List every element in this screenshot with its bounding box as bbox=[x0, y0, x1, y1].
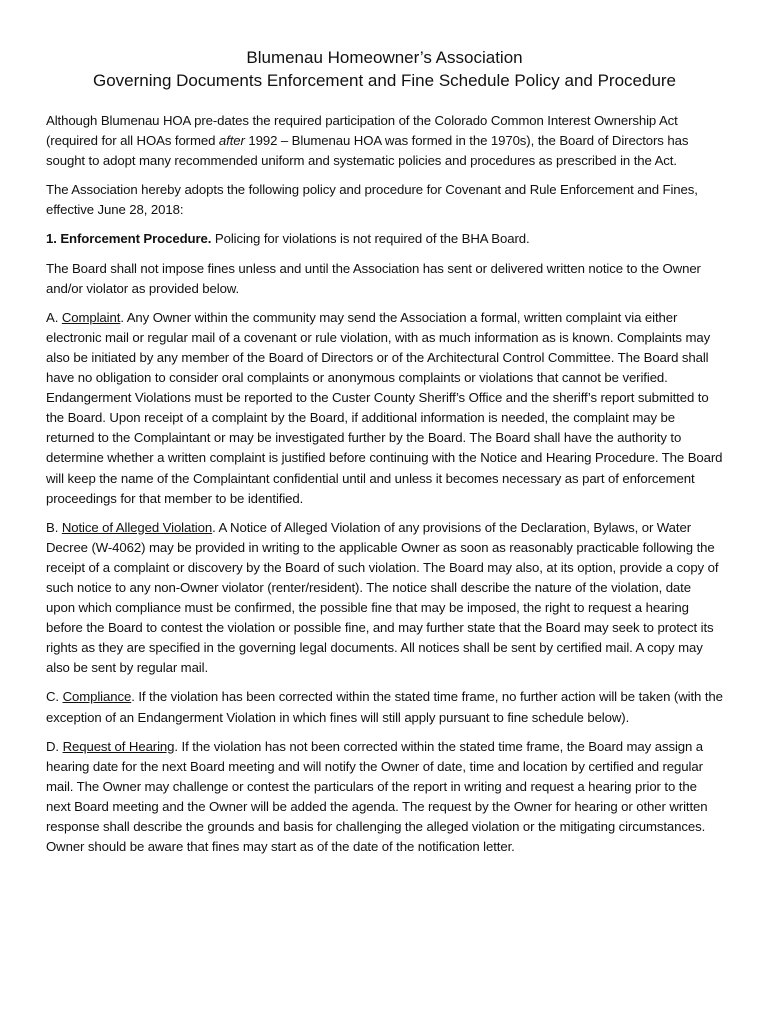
item-a-text: . Any Owner within the community may send the Association a formal, written complaint via either electronic mail or regular mail of a covenant or rule violation, with as much information as is known. Complaints may also be initiated by any member of the Board of Directors or of the Architectural Control Committee. The Board shall have no obligation to consider oral complaints or anonymous complaints or violations that cannot be verified. Endangerment Violations must be reported to the Custer County Sheriff’s Office and the sheriff’s report submitted to the Board. Upon receipt of a complaint by the Board, if additional information is needed, the complaint may be returned to the Complaintant or may be investigated further by the Board. The Board shall have the authority to determine whether a written complaint is justified before continuing with the Notice and Hearing Procedure. The Board will keep the name of the Complaintant confidential until and unless it becomes necessary as part of enforcement proceedings for that member to be identified. bbox=[46, 309, 723, 506]
title-block bbox=[46, 46, 723, 92]
board-notice-paragraph: The Board shall not impose fines unless and until the Association has sent or delivered written notice to the Owner and/or violator as provided below. bbox=[46, 260, 701, 296]
item-d-text: . If the violation has not been corrected within the stated time frame, the Board may assign a hearing date for the next Board meeting and will notify the Owner of date, time and location by certified and regular mail. The Owner may challenge or contest the particulars of the report in writing and request a hearing prior to the next Board meeting and the Owner will be added the agenda. The request by the Owner for hearing or other written response shall describe the grounds and basis for challenging the alleged violation or the mitigating circumstances. Owner should be aware that fines may start as of the date of the notification letter. bbox=[46, 738, 708, 855]
intro-emphasis: after bbox=[218, 133, 245, 149]
intro-text-end: 1992 – Blumenau HOA was formed in the 1970s), the Board of Directors has sought to adopt many recommended uniform and systematic policies and procedures as prescribed in the Act. bbox=[46, 133, 689, 169]
item-a-complaint bbox=[46, 308, 723, 509]
item-d-hearing bbox=[46, 737, 723, 858]
item-b-text: . A Notice of Alleged Violation of any provisions of the Declaration, Bylaws, or Water Decree (W-4062) may be provided in writing to the applicable Owner as soon as reasonably practicable following the receipt of a complaint or discovery by the Board of such violation. The Board may also, at its option, provide a copy of such notice to any non-Owner violator (renter/resident). The notice shall describe the nature of the violation, date upon which compliance must be confirmed, the possible fine that may be imposed, the right to request a hearing before the Board to contest the violation or possible fine, and may further state that the Board may seek to protect its rights as they are specified in the governing legal documents. All notices shall be sent by certified mail. A copy may also be sent by regular mail. bbox=[46, 519, 719, 676]
section-1-heading: 1. Enforcement Procedure. bbox=[46, 231, 212, 247]
document-title: Blumenau Homeowner’s Association bbox=[246, 48, 523, 67]
item-d-prefix: D. bbox=[46, 738, 63, 754]
item-b-prefix: B. bbox=[46, 519, 62, 535]
item-d-heading: Request of Hearing bbox=[62, 738, 175, 754]
item-c-compliance bbox=[46, 687, 723, 727]
item-b-notice bbox=[46, 518, 723, 679]
section-1-paragraph bbox=[46, 229, 723, 249]
item-a-heading: Complaint bbox=[61, 309, 121, 325]
item-a-prefix: A. bbox=[46, 309, 62, 325]
intro-paragraph bbox=[46, 111, 723, 171]
adoption-paragraph: The Association hereby adopts the following policy and procedure for Covenant and Rule Enforcement and Fines, effective June 28, 2018: bbox=[46, 182, 698, 218]
item-c-prefix: C. bbox=[46, 689, 63, 705]
item-b-heading: Notice of Alleged Violation bbox=[61, 519, 213, 535]
item-c-heading: Compliance bbox=[62, 689, 132, 705]
section-1-text: Policing for violations is not required of the BHA Board. bbox=[211, 231, 530, 247]
intro-text-start: Although Blumenau HOA pre-dates the required participation of the Colorado Common Interest Ownership Act (required for all HOAs formed bbox=[46, 113, 678, 149]
item-c-text: . If the violation has been corrected within the stated time frame, no further action will be taken (with the exception of an Endangerment Violation in which fines will still apply pursuant to fine schedule below). bbox=[46, 689, 723, 725]
document-subtitle: Governing Documents Enforcement and Fine Schedule Policy and Procedure bbox=[92, 71, 677, 90]
